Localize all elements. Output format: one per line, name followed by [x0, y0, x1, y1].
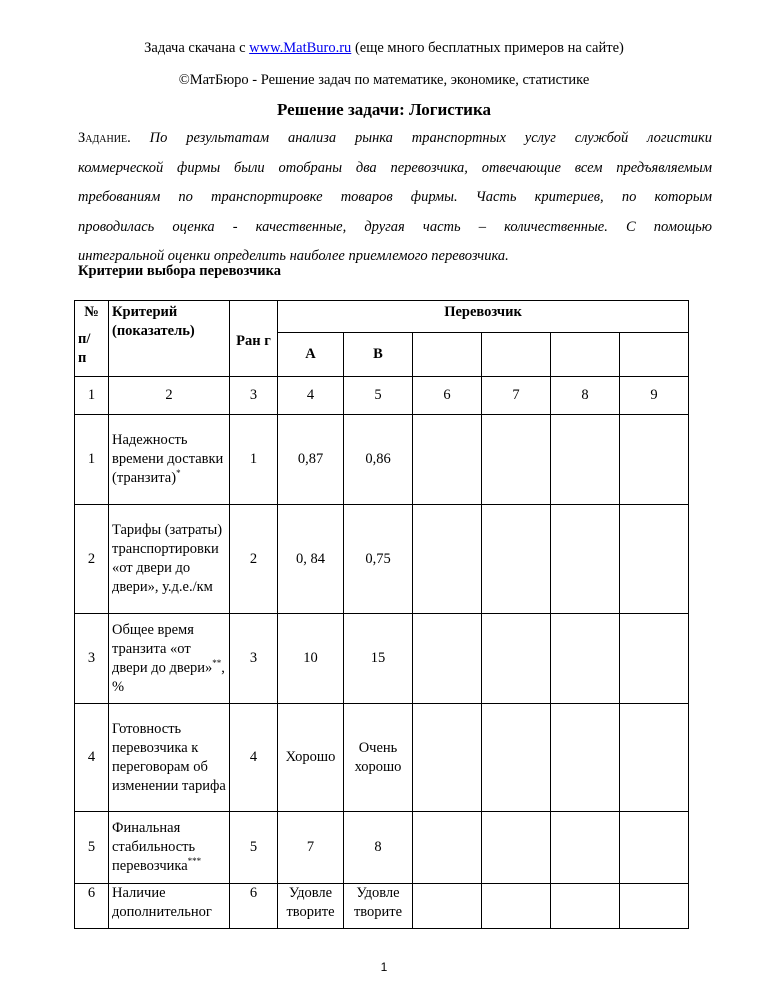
table-title: Критерии выбора перевозчика	[78, 263, 282, 279]
col-number: 5	[344, 377, 413, 415]
col-number: 7	[482, 377, 551, 415]
task-line-5: интегральной оценки определить наиболее приемлемого перевозчика.	[78, 248, 509, 264]
carrier-b-header: В	[344, 333, 413, 377]
criterion-header: Критерий (показатель)	[109, 301, 230, 377]
task-line-3: требованиям по транспортировке товаров фирмы. Часть критериев, по которым	[78, 189, 712, 205]
copyright-line: ©МатБюро - Решение задач по математике, экономике, статистике	[178, 72, 590, 88]
matburo-link[interactable]: www.MatBuro.ru	[249, 40, 352, 56]
page-number: 1	[380, 960, 388, 974]
table-row: 3 Общее время транзита «от двери до двери»**, % 3 10 15	[75, 614, 689, 704]
table-row: 6 Наличие дополнительног 6 Удовле творите Удовле творите	[75, 884, 689, 929]
table-row: 5 Финальная стабильность перевозчика*** 5 7 8	[75, 812, 689, 884]
num-header: № п/ п	[75, 301, 109, 377]
criteria-table	[74, 300, 689, 929]
task-line-2: коммерческой фирмы были отобраны два перевозчика, отвечающие всем предъявляемым	[78, 159, 712, 176]
rank-header: Ран г	[230, 301, 278, 377]
col-number: 2	[109, 377, 230, 415]
carrier-a-header: А	[278, 333, 344, 377]
col-number: 9	[620, 377, 689, 415]
task-line-1: По результатам анализа рынка транспортных услуг службой логистики	[149, 130, 712, 146]
task-label: Задание.	[78, 130, 131, 146]
col-number: 4	[278, 377, 344, 415]
task-text	[78, 124, 712, 272]
carrier-header: Перевозчик	[278, 301, 689, 333]
download-note: Задача скачана с www.MatBuro.ru (еще много бесплатных примеров на сайте)	[144, 40, 624, 56]
header-row-1	[75, 301, 689, 333]
task-line-4: проводилась оценка - качественные, другая часть – количественные. С помощью	[78, 218, 712, 235]
table-row: 1 Надежность времени доставки (транзита)* 1 0,87 0,86	[75, 415, 689, 505]
col-number: 8	[551, 377, 620, 415]
column-number-row	[75, 377, 689, 415]
col-number: 1	[75, 377, 109, 415]
page-title: Решение задачи: Логистика	[276, 100, 492, 119]
col-number: 3	[230, 377, 278, 415]
table-row: 4 Готовность перевозчика к переговорам об изменении тарифа 4 Хорошо Очень хорошо	[75, 704, 689, 812]
table-row: 2 Тарифы (затраты) транспортировки «от двери до двери», у.д.е./км 2 0, 84 0,75	[75, 505, 689, 614]
col-number: 6	[413, 377, 482, 415]
